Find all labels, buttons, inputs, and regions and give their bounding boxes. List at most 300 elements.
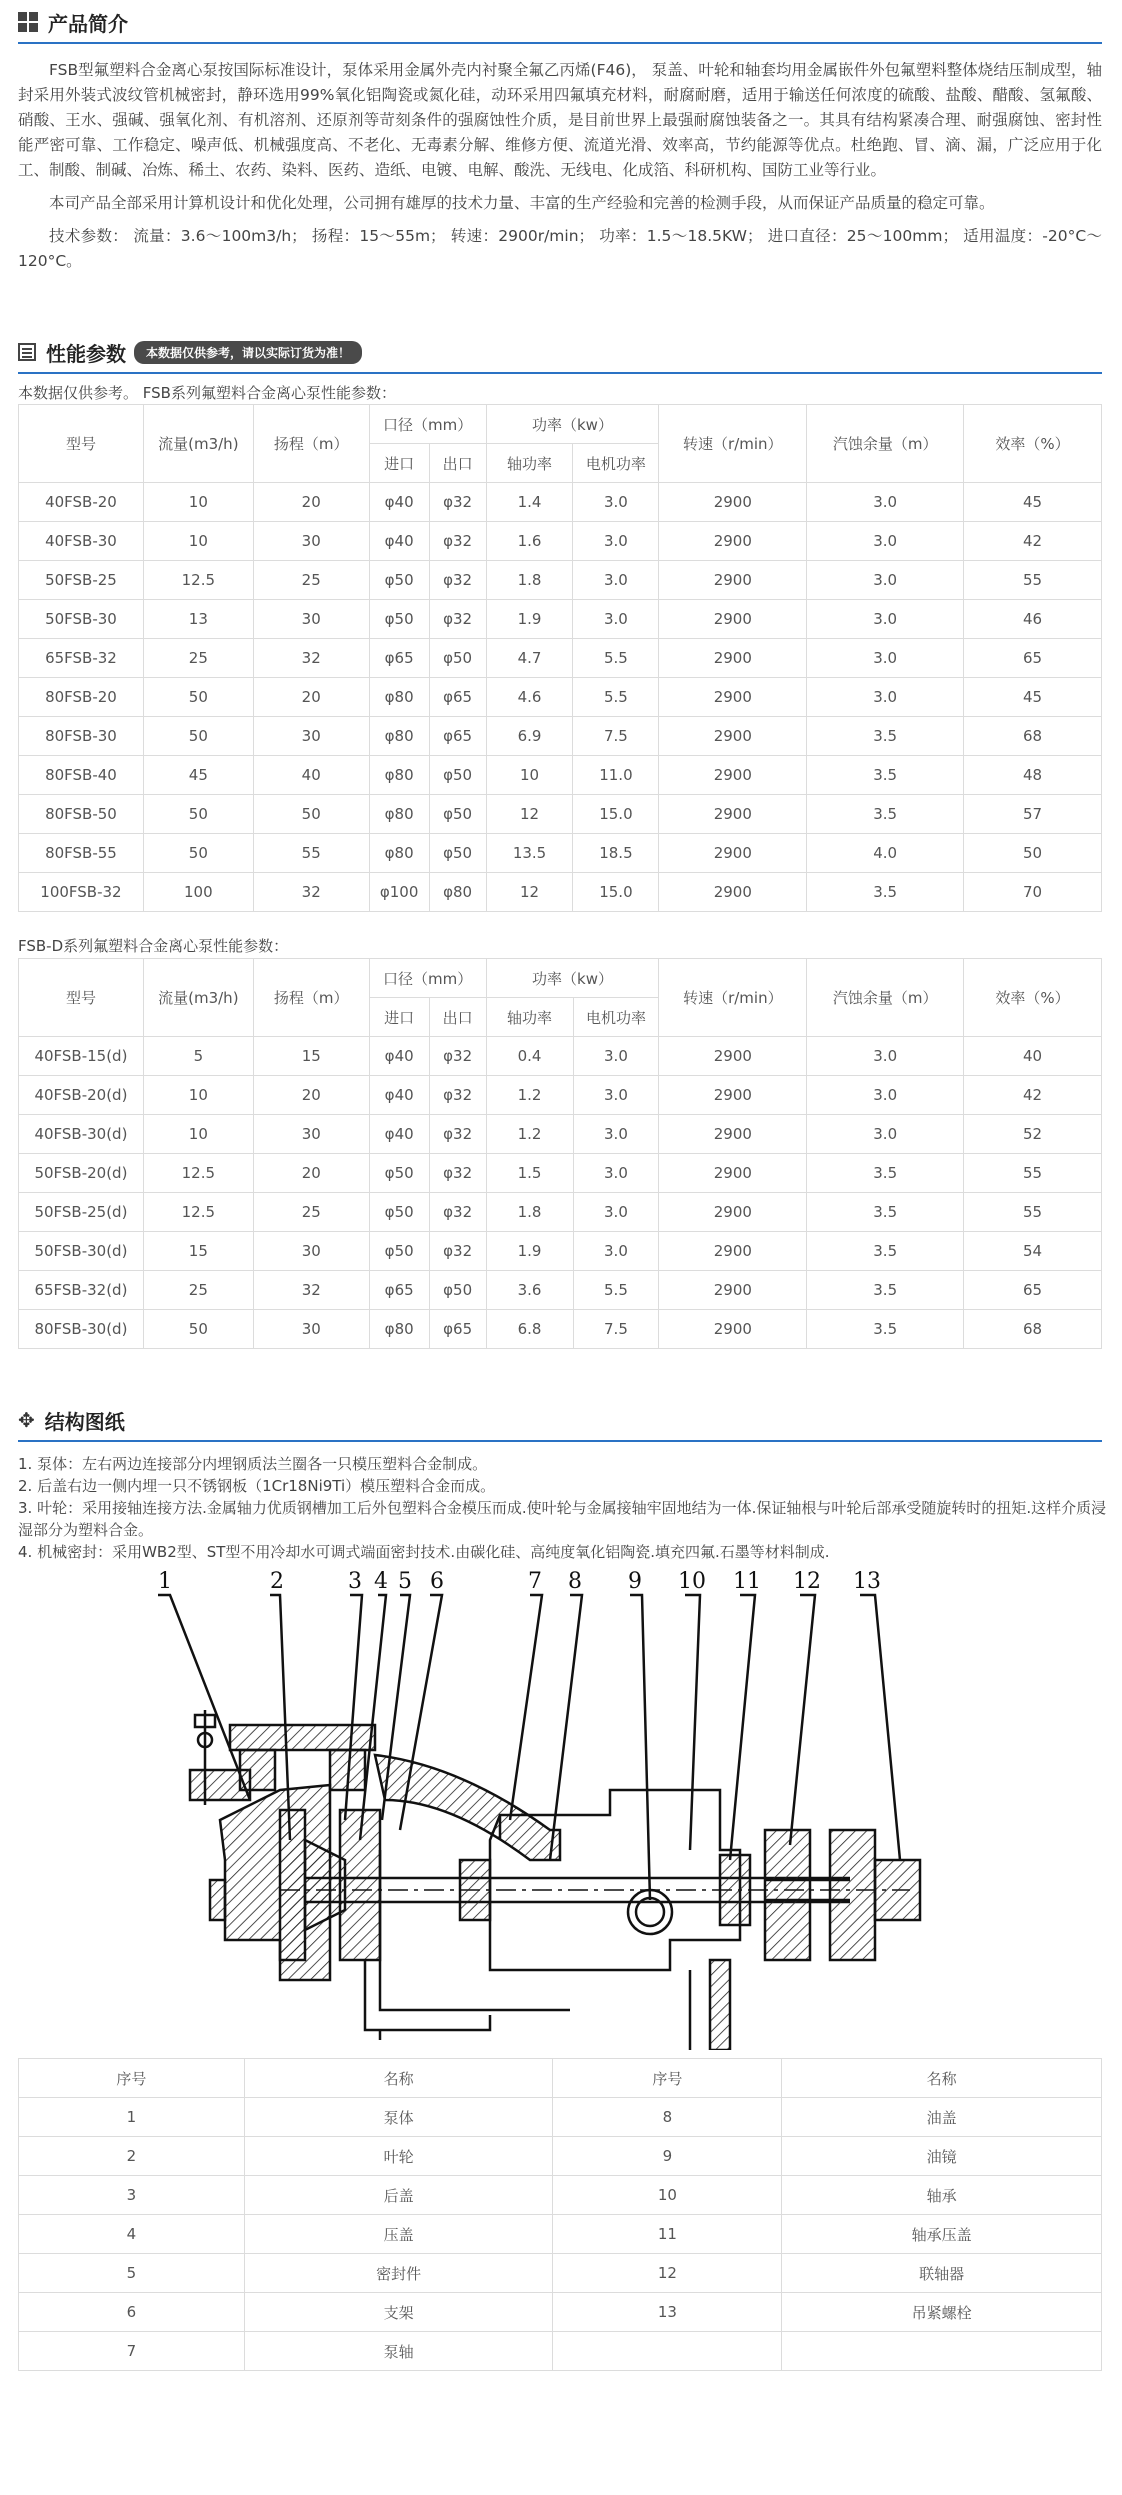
col-npsh: 汽蚀余量（m） xyxy=(807,405,964,483)
table-cell: 联轴器 xyxy=(782,2254,1102,2293)
table-cell: φ80 xyxy=(369,834,429,873)
structure-header xyxy=(18,1400,1102,1442)
table-cell: 2900 xyxy=(659,1193,807,1232)
drawing-label-7: 7 xyxy=(528,1569,542,1594)
table-cell: 5 xyxy=(19,2254,245,2293)
table-cell: 46 xyxy=(964,600,1102,639)
table-row xyxy=(19,2176,1102,2215)
table-cell: 2900 xyxy=(659,639,807,678)
table-cell: 80FSB-30(d) xyxy=(19,1310,144,1349)
col-speed: 转速（r/min） xyxy=(659,405,807,483)
table-cell: 57 xyxy=(964,795,1102,834)
table-cell: 3.0 xyxy=(573,1115,659,1154)
table-cell: 50FSB-30(d) xyxy=(19,1232,144,1271)
table-row xyxy=(19,834,1102,873)
table-cell: 1.2 xyxy=(486,1076,573,1115)
table-cell: 5.5 xyxy=(573,678,659,717)
table-cell: 3.6 xyxy=(486,1271,573,1310)
tech-params-paragraph: 技术参数： 流量：3.6～100m3/h； 扬程：15～55m； 转速：2900r/min； 功率：1.5～18.5KW； 进口直径：25～100mm； 适用温度：-20°C～120°C。 xyxy=(18,227,1102,270)
drawing-label-10: 10 xyxy=(678,1569,706,1594)
table-cell: 30 xyxy=(253,1115,369,1154)
table-cell: 2900 xyxy=(659,1154,807,1193)
table-cell: 3.5 xyxy=(807,1232,964,1271)
table-cell: 80FSB-20 xyxy=(19,678,144,717)
table-cell: 50FSB-30 xyxy=(19,600,144,639)
table-cell: 15.0 xyxy=(573,795,659,834)
table-cell: 40FSB-30 xyxy=(19,522,144,561)
table-cell: 50 xyxy=(143,795,253,834)
fsb-caption: 本数据仅供参考。 FSB系列氟塑料合金离心泵性能参数： xyxy=(18,384,396,402)
table-row xyxy=(19,1115,1102,1154)
table-cell: 15 xyxy=(143,1232,253,1271)
table-cell: φ32 xyxy=(429,1232,486,1271)
table-cell: 3.0 xyxy=(807,561,964,600)
table-cell: 泵体 xyxy=(244,2098,553,2137)
table-cell: 25 xyxy=(253,1193,369,1232)
table-cell: 42 xyxy=(964,1076,1102,1115)
table-row xyxy=(19,2215,1102,2254)
table-cell: 30 xyxy=(253,522,369,561)
table-row xyxy=(19,1232,1102,1271)
table-cell: 6.9 xyxy=(486,717,573,756)
table-cell: 泵轴 xyxy=(244,2332,553,2371)
table-cell: 65FSB-32 xyxy=(19,639,144,678)
col-flow: 流量(m3/h) xyxy=(143,959,253,1037)
table-row xyxy=(19,717,1102,756)
table-cell: 45 xyxy=(143,756,253,795)
table-row xyxy=(19,2332,1102,2371)
table-row xyxy=(19,678,1102,717)
table-cell: 20 xyxy=(253,483,369,522)
intro-title: 产品简介 xyxy=(48,11,128,36)
table-cell: 55 xyxy=(964,1193,1102,1232)
table-cell: 12.5 xyxy=(143,1154,253,1193)
table-cell: 40 xyxy=(253,756,369,795)
table-cell: 4.6 xyxy=(486,678,573,717)
table-cell: 50 xyxy=(143,678,253,717)
col-power: 功率（kw） xyxy=(486,959,659,998)
performance-header xyxy=(18,332,1102,374)
table-cell: 40FSB-15(d) xyxy=(19,1037,144,1076)
fsbd-performance-table xyxy=(18,958,1102,1349)
col-flow: 流量(m3/h) xyxy=(143,405,253,483)
table-cell: 80FSB-55 xyxy=(19,834,144,873)
table-cell: 3.0 xyxy=(573,522,659,561)
table-cell: 2900 xyxy=(659,1076,807,1115)
table-cell: 3.5 xyxy=(807,717,964,756)
table-cell: 2900 xyxy=(659,834,807,873)
intro-text xyxy=(18,58,1102,282)
table-cell: φ80 xyxy=(369,795,429,834)
table-cell: 40FSB-20 xyxy=(19,483,144,522)
table-cell: 12 xyxy=(486,795,573,834)
table-cell: φ40 xyxy=(369,483,429,522)
table-cell: 25 xyxy=(253,561,369,600)
table-cell: 3.0 xyxy=(573,483,659,522)
table-cell: 3.0 xyxy=(807,1115,964,1154)
table-cell: 3.5 xyxy=(807,873,964,912)
table-cell: 11 xyxy=(553,2215,782,2254)
drawing-label-13: 13 xyxy=(853,1569,881,1594)
structure-title: 结构图纸 xyxy=(44,1409,125,1434)
drawing-labels xyxy=(158,1569,881,1594)
table-cell: 吊紧螺栓 xyxy=(782,2293,1102,2332)
col-diameter: 口径（mm） xyxy=(369,405,486,444)
table-cell: φ65 xyxy=(429,1310,486,1349)
table-cell: 3.0 xyxy=(573,600,659,639)
table-cell: φ40 xyxy=(369,1076,429,1115)
table-cell: 54 xyxy=(964,1232,1102,1271)
table-cell: φ50 xyxy=(429,756,486,795)
table-cell: 50 xyxy=(964,834,1102,873)
table-cell: φ50 xyxy=(429,795,486,834)
table-cell: 5 xyxy=(143,1037,253,1076)
table-cell: φ50 xyxy=(369,600,429,639)
col-outlet: 出口 xyxy=(429,998,486,1037)
col-model: 型号 xyxy=(19,405,144,483)
note-item: 1. 泵体：左右两边连接部分内埋钢质法兰圈各一只模压塑料合金制成。 xyxy=(18,1455,488,1473)
col-head: 扬程（m） xyxy=(253,959,369,1037)
table-row xyxy=(19,2137,1102,2176)
table-cell: φ50 xyxy=(429,834,486,873)
table-cell: 48 xyxy=(964,756,1102,795)
table-cell: 30 xyxy=(253,1232,369,1271)
structure-notes xyxy=(18,1453,1108,1563)
table-cell: φ50 xyxy=(429,639,486,678)
table-cell: 100 xyxy=(143,873,253,912)
table-cell: 2 xyxy=(19,2137,245,2176)
table-cell: 65 xyxy=(964,639,1102,678)
table-cell: φ32 xyxy=(429,522,486,561)
table-cell: 3.0 xyxy=(807,1076,964,1115)
move-arrows-icon: ✥ xyxy=(18,1408,35,1432)
table-cell: φ80 xyxy=(429,873,486,912)
drawing-label-5: 5 xyxy=(398,1569,412,1594)
disclaimer-badge: 本数据仅供参考，请以实际订货为准！ xyxy=(134,341,362,364)
table-cell: 20 xyxy=(253,1154,369,1193)
table-cell xyxy=(782,2332,1102,2371)
table-row xyxy=(19,1310,1102,1349)
table-cell: 8 xyxy=(553,2098,782,2137)
table-cell: 25 xyxy=(143,639,253,678)
table-cell: 12.5 xyxy=(143,1193,253,1232)
table-cell: 55 xyxy=(964,1154,1102,1193)
table-cell: 32 xyxy=(253,639,369,678)
table-cell: 15.0 xyxy=(573,873,659,912)
table-cell: 3.0 xyxy=(807,483,964,522)
drawing-label-6: 6 xyxy=(430,1569,444,1594)
table-cell: 40 xyxy=(964,1037,1102,1076)
col-inlet: 进口 xyxy=(369,998,429,1037)
table-cell: 6 xyxy=(19,2293,245,2332)
table-row xyxy=(19,1076,1102,1115)
table-cell: φ100 xyxy=(369,873,429,912)
drawing-label-3: 3 xyxy=(348,1569,362,1594)
table-cell: φ40 xyxy=(369,522,429,561)
table-row xyxy=(19,1037,1102,1076)
table-cell: 3.0 xyxy=(573,1232,659,1271)
table-cell: 3.5 xyxy=(807,1271,964,1310)
pump-cross-section-drawing xyxy=(130,1560,970,2050)
table-cell: φ32 xyxy=(429,1115,486,1154)
table-cell: 4.7 xyxy=(486,639,573,678)
table-cell: 3.0 xyxy=(573,1037,659,1076)
table-cell: φ32 xyxy=(429,483,486,522)
table-cell: φ50 xyxy=(369,1232,429,1271)
table-cell: 2900 xyxy=(659,483,807,522)
table-cell: 30 xyxy=(253,1310,369,1349)
col-power: 功率（kw） xyxy=(486,405,659,444)
col-outlet: 出口 xyxy=(429,444,486,483)
table-cell: φ65 xyxy=(429,717,486,756)
table-row xyxy=(19,2254,1102,2293)
table-cell: φ32 xyxy=(429,1154,486,1193)
table-row xyxy=(19,873,1102,912)
table-cell: 1.9 xyxy=(486,1232,573,1271)
table-cell: 3.0 xyxy=(573,1154,659,1193)
table-cell: 50FSB-25(d) xyxy=(19,1193,144,1232)
table-cell: 支架 xyxy=(244,2293,553,2332)
table-cell: 2900 xyxy=(659,600,807,639)
table-cell: 10 xyxy=(486,756,573,795)
note-item: 3. 叶轮：采用接轴连接方法.金属轴力优质钢槽加工后外包塑料合金模压而成.使叶轮与金属接轴牢固地结为一体.保证轴根与叶轮后部承受随旋转时的扭矩.这样介质浸湿部分为塑料合金。 xyxy=(18,1499,1107,1539)
table-row xyxy=(19,2098,1102,2137)
table-cell: 3.5 xyxy=(807,756,964,795)
col-efficiency: 效率（%） xyxy=(964,405,1102,483)
performance-title: 性能参数 xyxy=(46,341,126,366)
table-cell: 42 xyxy=(964,522,1102,561)
table-cell: 65FSB-32(d) xyxy=(19,1271,144,1310)
note-item: 2. 后盖右边一侧内埋一只不锈钢板（1Cr18Ni9Ti）模压塑料合金而成。 xyxy=(18,1477,496,1495)
table-cell: 12.5 xyxy=(143,561,253,600)
table-cell: 50FSB-20(d) xyxy=(19,1154,144,1193)
table-cell: 40FSB-20(d) xyxy=(19,1076,144,1115)
table-cell: 10 xyxy=(143,522,253,561)
table-row xyxy=(19,1154,1102,1193)
table-cell: 15 xyxy=(253,1037,369,1076)
table-cell: 3.0 xyxy=(807,600,964,639)
note-item: 4. 机械密封：采用WB2型、ST型不用冷却水可调式端面密封技术.由碳化硅、高纯度氧化铝陶瓷.填充四氟.石墨等材料制成. xyxy=(18,1543,830,1561)
table-cell: 80FSB-40 xyxy=(19,756,144,795)
table-cell: 3.0 xyxy=(573,1193,659,1232)
table-cell: 3 xyxy=(19,2176,245,2215)
drawing-label-11: 11 xyxy=(733,1569,761,1594)
table-cell: 12 xyxy=(486,873,573,912)
table-cell: 3.5 xyxy=(807,1310,964,1349)
table-cell: 3.0 xyxy=(573,1076,659,1115)
table-cell: 1.2 xyxy=(486,1115,573,1154)
table-cell: 13.5 xyxy=(486,834,573,873)
table-row xyxy=(19,2293,1102,2332)
table-cell: 50 xyxy=(253,795,369,834)
col-seq: 序号 xyxy=(19,2059,245,2098)
table-cell: 3.0 xyxy=(573,561,659,600)
table-cell: 11.0 xyxy=(573,756,659,795)
col-name: 名称 xyxy=(244,2059,553,2098)
table-cell: 油镜 xyxy=(782,2137,1102,2176)
table-cell: 9 xyxy=(553,2137,782,2176)
table-cell: 25 xyxy=(143,1271,253,1310)
fsb-performance-table xyxy=(18,404,1102,912)
table-cell: 52 xyxy=(964,1115,1102,1154)
table-cell: φ50 xyxy=(369,561,429,600)
table-cell: 12 xyxy=(553,2254,782,2293)
table-cell: 轴承压盖 xyxy=(782,2215,1102,2254)
drawing-label-1: 1 xyxy=(158,1569,172,1594)
table-cell: 18.5 xyxy=(573,834,659,873)
col-motor-power: 电机功率 xyxy=(573,444,659,483)
table-cell: 68 xyxy=(964,717,1102,756)
table-cell: 1.6 xyxy=(486,522,573,561)
table-row xyxy=(19,1271,1102,1310)
table-cell: 1.5 xyxy=(486,1154,573,1193)
table-cell: 2900 xyxy=(659,522,807,561)
col-speed: 转速（r/min） xyxy=(659,959,807,1037)
table-row xyxy=(19,561,1102,600)
table-cell: 20 xyxy=(253,1076,369,1115)
col-npsh: 汽蚀余量（m） xyxy=(807,959,964,1037)
table-cell: 80FSB-30 xyxy=(19,717,144,756)
table-cell: 68 xyxy=(964,1310,1102,1349)
table-cell: 5.5 xyxy=(573,1271,659,1310)
col-model: 型号 xyxy=(19,959,144,1037)
table-cell: 50 xyxy=(143,717,253,756)
table-cell: 40FSB-30(d) xyxy=(19,1115,144,1154)
table-cell: φ32 xyxy=(429,1037,486,1076)
col-shaft-power: 轴功率 xyxy=(486,998,573,1037)
table-cell: 2900 xyxy=(659,1232,807,1271)
table-cell: 1.8 xyxy=(486,561,573,600)
col-seq: 序号 xyxy=(553,2059,782,2098)
table-cell: 4.0 xyxy=(807,834,964,873)
table-cell: 2900 xyxy=(659,1271,807,1310)
parts-table xyxy=(18,2058,1102,2371)
fsbd-caption: FSB-D系列氟塑料合金离心泵性能参数： xyxy=(18,937,289,955)
table-row xyxy=(19,522,1102,561)
col-head: 扬程（m） xyxy=(253,405,369,483)
table-row xyxy=(19,756,1102,795)
table-cell: 密封件 xyxy=(244,2254,553,2293)
table-cell: 70 xyxy=(964,873,1102,912)
table-cell: 3.0 xyxy=(807,678,964,717)
table-cell: 45 xyxy=(964,678,1102,717)
table-cell: 2900 xyxy=(659,873,807,912)
drawing-label-2: 2 xyxy=(270,1569,284,1594)
grid-icon xyxy=(18,12,38,32)
table-cell: 6.8 xyxy=(486,1310,573,1349)
table-cell: 0.4 xyxy=(486,1037,573,1076)
drawing-label-9: 9 xyxy=(628,1569,642,1594)
table-cell: 100FSB-32 xyxy=(19,873,144,912)
table-cell: 30 xyxy=(253,600,369,639)
table-row xyxy=(19,795,1102,834)
table-cell: 叶轮 xyxy=(244,2137,553,2176)
drawing-label-4: 4 xyxy=(374,1569,388,1594)
table-cell: φ65 xyxy=(429,678,486,717)
table-cell xyxy=(553,2332,782,2371)
drawing-label-8: 8 xyxy=(568,1569,582,1594)
table-cell: φ65 xyxy=(369,1271,429,1310)
table-cell: 轴承 xyxy=(782,2176,1102,2215)
document-icon xyxy=(18,343,36,361)
table-cell: 50 xyxy=(143,1310,253,1349)
table-cell: 50FSB-25 xyxy=(19,561,144,600)
table-cell: 10 xyxy=(553,2176,782,2215)
table-cell: φ50 xyxy=(429,1271,486,1310)
table-cell: 55 xyxy=(253,834,369,873)
table-cell: φ80 xyxy=(369,1310,429,1349)
table-cell: 80FSB-50 xyxy=(19,795,144,834)
col-diameter: 口径（mm） xyxy=(369,959,486,998)
table-cell: 2900 xyxy=(659,678,807,717)
table-cell: 5.5 xyxy=(573,639,659,678)
table-cell: φ32 xyxy=(429,600,486,639)
table-cell: 压盖 xyxy=(244,2215,553,2254)
table-row xyxy=(19,639,1102,678)
table-cell: 3.0 xyxy=(807,522,964,561)
table-cell: φ32 xyxy=(429,561,486,600)
table-cell: 30 xyxy=(253,717,369,756)
col-shaft-power: 轴功率 xyxy=(486,444,573,483)
table-cell: 13 xyxy=(143,600,253,639)
table-cell: φ32 xyxy=(429,1193,486,1232)
table-cell: 3.0 xyxy=(807,1037,964,1076)
table-cell: 7.5 xyxy=(573,717,659,756)
table-cell: 1.4 xyxy=(486,483,573,522)
col-name: 名称 xyxy=(782,2059,1102,2098)
drawing-label-12: 12 xyxy=(793,1569,821,1594)
table-cell: 2900 xyxy=(659,1037,807,1076)
table-cell: 3.5 xyxy=(807,795,964,834)
table-cell: 3.0 xyxy=(807,639,964,678)
table-cell: 1 xyxy=(19,2098,245,2137)
intro-paragraph: FSB型氟塑料合金离心泵按国际标准设计，泵体采用金属外壳内衬聚全氟乙丙烯(F46)， 泵盖、叶轮和轴套均用金属嵌件外包氟塑料整体烧结压制成型，轴封采用外装式波纹管机械密封，静环选用99%氧化铝陶瓷或氮化硅，动环采用四氟填充材料，耐腐耐磨，适用于输送任何浓度的硫酸、盐酸、醋酸、氢氟酸、硝酸、王水、强碱、强氧化剂、有机溶剂、还原剂等苛刻条件的强腐蚀性介质，是目前世界上最强耐腐蚀装备之一。其具有结构紧凑合理、耐强腐蚀、密封性能严密可靠、工作稳定、噪声低、机械强度高、不老化、无毒素分解、维修方便、流道光滑、效率高，节约能源等优点。杜绝跑、冒、滴、漏，广泛应用于化工、制酸、制碱、冶炼、稀土、农药、染料、医药、造纸、电镀、电解、酸洗、无线电、化成箔、科研机构、国防工业等行业。 xyxy=(18,61,1102,179)
table-cell: 10 xyxy=(143,483,253,522)
table-cell: 7.5 xyxy=(573,1310,659,1349)
table-cell: φ40 xyxy=(369,1037,429,1076)
table-cell: 10 xyxy=(143,1076,253,1115)
table-cell: 7 xyxy=(19,2332,245,2371)
table-cell: 55 xyxy=(964,561,1102,600)
table-row xyxy=(19,483,1102,522)
table-cell: 32 xyxy=(253,1271,369,1310)
table-row xyxy=(19,600,1102,639)
table-cell: 2900 xyxy=(659,756,807,795)
table-cell: 45 xyxy=(964,483,1102,522)
table-cell: 4 xyxy=(19,2215,245,2254)
table-row xyxy=(19,1193,1102,1232)
table-cell: φ65 xyxy=(369,639,429,678)
table-cell: 后盖 xyxy=(244,2176,553,2215)
table-cell: φ80 xyxy=(369,717,429,756)
table-cell: 3.5 xyxy=(807,1154,964,1193)
table-cell: φ80 xyxy=(369,756,429,795)
table-cell: φ32 xyxy=(429,1076,486,1115)
intro-paragraph: 本司产品全部采用计算机设计和优化处理，公司拥有雄厚的技术力量、丰富的生产经验和完善的检测手段，从而保证产品质量的稳定可靠。 xyxy=(49,194,995,212)
col-motor-power: 电机功率 xyxy=(573,998,659,1037)
table-cell: 13 xyxy=(553,2293,782,2332)
table-cell: φ50 xyxy=(369,1193,429,1232)
table-cell: 20 xyxy=(253,678,369,717)
table-cell: 2900 xyxy=(659,1115,807,1154)
table-cell: 50 xyxy=(143,834,253,873)
table-cell: 65 xyxy=(964,1271,1102,1310)
table-cell: 1.9 xyxy=(486,600,573,639)
table-cell: 油盖 xyxy=(782,2098,1102,2137)
table-cell: 2900 xyxy=(659,717,807,756)
col-inlet: 进口 xyxy=(369,444,429,483)
table-cell: 3.5 xyxy=(807,1193,964,1232)
